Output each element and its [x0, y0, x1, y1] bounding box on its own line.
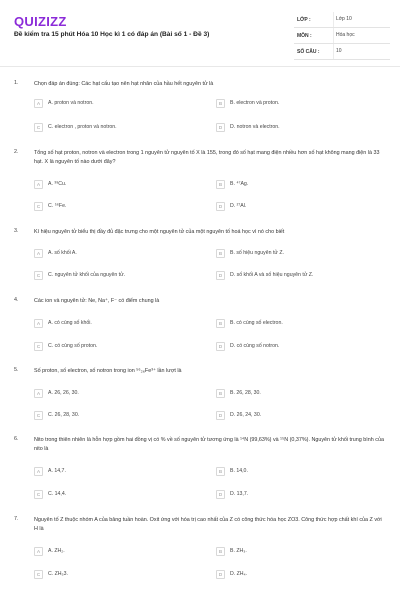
option-letter: B: [216, 99, 225, 108]
option-c[interactable]: [34, 568, 68, 580]
option-d[interactable]: [216, 568, 247, 580]
option-text: A. số khối A.: [48, 250, 77, 256]
option-text: C. 14,4.: [48, 491, 67, 497]
option-letter: A: [34, 99, 43, 108]
option-text: D. notron và electron.: [230, 124, 280, 130]
option-d[interactable]: [216, 200, 246, 212]
option-letter: B: [216, 319, 225, 328]
option-text: A. ZH₂.: [48, 548, 65, 554]
quizizz-logo[interactable]: QUIZIZZ: [14, 14, 67, 29]
option-letter: B: [216, 467, 225, 476]
question-text: Các ion và nguyên tử: Ne, Na⁺, F⁻ có điểm chung là: [34, 298, 160, 304]
option-d[interactable]: [216, 269, 313, 281]
option-text: C. có cùng số proton.: [48, 343, 98, 349]
option-b[interactable]: [216, 178, 248, 190]
option-text: C. electron , proton và notron.: [48, 124, 117, 130]
header-divider: [0, 66, 400, 67]
option-text: C. ⁵⁶Fe.: [48, 203, 67, 209]
option-letter: D: [216, 570, 225, 579]
option-a[interactable]: [34, 465, 66, 477]
option-letter: B: [216, 547, 225, 556]
option-text: B. có cùng số electron.: [230, 320, 283, 326]
question-text: Tổng số hạt proton, notron và electron trong 1 nguyên tử nguyên tố X là 155, trong đó số hạt mang điện nhiều hơn số hạt không mang điện là 33 hạt. X là nguyên tố nào dưới đây?: [34, 150, 380, 165]
option-letter: C: [34, 123, 43, 132]
option-text: D. ²⁷Al.: [230, 203, 247, 209]
question-number: 1.: [14, 80, 19, 86]
option-letter: B: [216, 249, 225, 258]
option-b[interactable]: [216, 465, 248, 477]
option-a[interactable]: [34, 387, 79, 399]
question-number: 7.: [14, 516, 19, 522]
option-c[interactable]: [34, 200, 66, 212]
option-c[interactable]: [34, 488, 66, 500]
option-text: C. nguyên tử khối của nguyên tử.: [48, 272, 126, 278]
question-text: Số proton, số electron, số notron trong ion ⁵⁶₂₆Fe³⁺ lần lượt là: [34, 368, 182, 374]
option-letter: D: [216, 411, 225, 420]
question-text: Nguyên tố Z thuộc nhóm A của bảng tuần hoàn. Oxit ứng với hóa trị cao nhất của Z có công thức hóa học ZO3. Công thức hợp chất khí của Z với H là: [34, 517, 382, 532]
option-letter: C: [34, 342, 43, 351]
option-letter: C: [34, 570, 43, 579]
option-letter: D: [216, 123, 225, 132]
question-number: 2.: [14, 149, 19, 155]
option-b[interactable]: [216, 247, 284, 259]
option-letter: D: [216, 342, 225, 351]
option-letter: A: [34, 180, 43, 189]
option-text: C. ZH₅3.: [48, 571, 68, 577]
option-text: B. electron và proton.: [230, 100, 280, 106]
question-text: Nito trong thiên nhiên là hỗn hợp gồm hai đồng vị có % về số nguyên tử tương ứng là ¹⁴N (99,63%) và ¹⁵N (0,37%). Nguyên tử khối trung bình của nito là: [34, 437, 384, 452]
page-header: [0, 0, 400, 66]
option-b[interactable]: [216, 545, 247, 557]
option-d[interactable]: [216, 488, 248, 500]
option-letter: A: [34, 467, 43, 476]
meta-label: MÔN :: [297, 32, 312, 39]
meta-row-class: [294, 12, 390, 28]
question-text: Chọn đáp án đúng: Các hạt cấu tạo nên hạt nhân của hầu hết nguyên tử là: [34, 81, 214, 87]
option-letter: B: [216, 180, 225, 189]
option-text: D. ZH₄.: [230, 571, 248, 577]
option-a[interactable]: [34, 97, 94, 109]
option-letter: C: [34, 271, 43, 280]
option-text: B. ZH₃.: [230, 548, 247, 554]
option-b[interactable]: [216, 317, 283, 329]
option-a[interactable]: [34, 247, 77, 259]
option-text: A. proton và notron.: [48, 100, 94, 106]
option-letter: D: [216, 490, 225, 499]
option-c[interactable]: [34, 409, 79, 421]
meta-row-subject: [294, 28, 390, 44]
meta-value: 10: [333, 44, 390, 59]
option-a[interactable]: [34, 317, 92, 329]
option-text: D. số khối A và số hiệu nguyên tử Z.: [230, 272, 314, 278]
option-letter: C: [34, 490, 43, 499]
option-text: B. 26, 28, 30.: [230, 390, 261, 396]
meta-label: LỚP :: [297, 16, 311, 23]
option-letter: A: [34, 547, 43, 556]
option-a[interactable]: [34, 178, 66, 190]
option-c[interactable]: [34, 340, 97, 352]
option-letter: B: [216, 389, 225, 398]
option-c[interactable]: [34, 121, 117, 133]
question-text: Kí hiệu nguyên tử biểu thị đầy đủ đặc trưng cho một nguyên tử của một nguyên tố hoá học vì nó cho biết: [34, 229, 285, 235]
option-text: B. ⁴⁷Ag.: [230, 181, 249, 187]
meta-value: Hóa học: [333, 28, 390, 43]
question-number: 4.: [14, 297, 19, 303]
option-text: B. số hiệu nguyên tử Z.: [230, 250, 284, 256]
option-text: A. 26, 26, 30.: [48, 390, 79, 396]
option-letter: C: [34, 202, 43, 211]
option-text: D. 13,7.: [230, 491, 249, 497]
question-number: 5.: [14, 367, 19, 373]
option-c[interactable]: [34, 269, 125, 281]
page-title: Đề kiểm tra 15 phút Hóa 10 Học kì 1 có đáp án (Bài số 1 - Đề 3): [14, 31, 210, 38]
option-letter: D: [216, 271, 225, 280]
option-text: B. 14,0.: [230, 468, 248, 474]
question-number: 6.: [14, 436, 19, 442]
meta-value: Lớp 10: [333, 12, 390, 27]
option-d[interactable]: [216, 121, 280, 133]
meta-row-count: [294, 44, 390, 60]
option-d[interactable]: [216, 340, 279, 352]
option-b[interactable]: [216, 97, 279, 109]
question-number: 3.: [14, 228, 19, 234]
option-d[interactable]: [216, 409, 261, 421]
option-b[interactable]: [216, 387, 261, 399]
option-text: D. 26, 24, 30.: [230, 412, 262, 418]
option-text: A. ³⁹Cu.: [48, 181, 67, 187]
option-a[interactable]: [34, 545, 65, 557]
meta-table: [294, 12, 390, 60]
option-text: A. có cùng số khối.: [48, 320, 92, 326]
option-letter: A: [34, 389, 43, 398]
option-letter: A: [34, 319, 43, 328]
option-text: D. có cùng số notron.: [230, 343, 280, 349]
option-letter: C: [34, 411, 43, 420]
option-letter: A: [34, 249, 43, 258]
option-text: A. 14,7.: [48, 468, 66, 474]
option-letter: D: [216, 202, 225, 211]
option-text: C. 26, 28, 30.: [48, 412, 80, 418]
meta-label: SỐ CÂU :: [297, 48, 320, 55]
